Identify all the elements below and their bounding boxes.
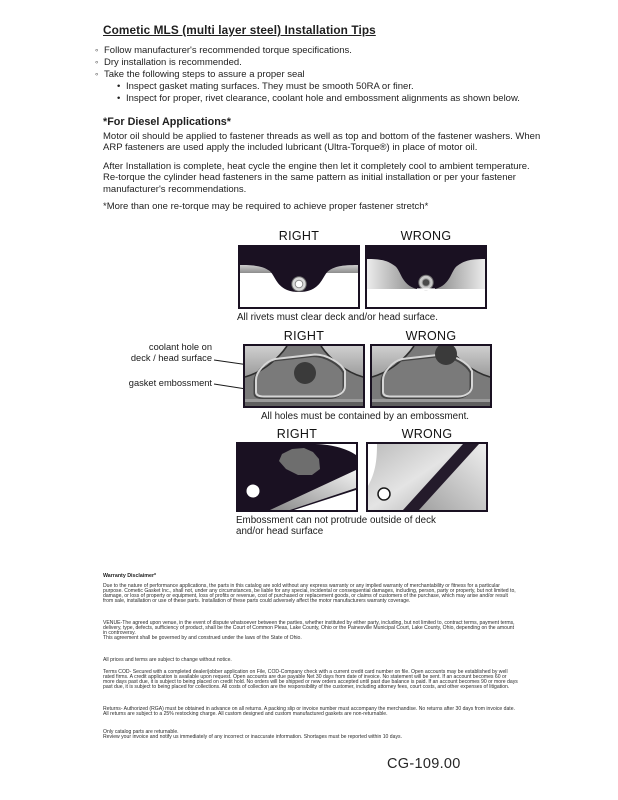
diagram-rivet-right [238, 245, 360, 309]
tip-text: Inspect for proper, rivet clearance, coolant hole and embossment alignments as shown below. [126, 93, 520, 105]
bullet-circle-icon: ◦ [95, 45, 99, 56]
bullet-dot-icon: • [117, 81, 121, 93]
tip-text: Take the following steps to assure a proper seal [104, 69, 305, 81]
diesel-paragraph-note: *More than one re-torque may be required to achieve proper fastener stretch* [103, 201, 429, 212]
diagram-embossment-right [236, 442, 358, 512]
venue-paragraph [103, 621, 519, 642]
page-title: Cometic MLS (multi layer steel) Installation Tips [103, 23, 376, 37]
callout-coolant-hole [112, 342, 212, 363]
terms-paragraph: Terms COD- Secured with a completed dealer/jobber application on File, COD-Company check with a current credit card number on file. Open accounts may be established by well rated firms. A credit application is available upon request. Open accounts are due payable Net 30 days from date of invoice. No statement will be sent. If an account becomes 60 or more days past due, it is subject to being placed on credit hold. No orders will be shipped or new orders accepted until past due balance is paid. If an account becomes 90 or more days past due, it is subject to being placed for collections. All costs of collection are the responsibility of the customer, including attorney fees, court costs, and other expenses of litigation. [103, 669, 518, 691]
returnable-text: Only catalog parts are returnable. [103, 729, 179, 735]
bullet-circle-icon: ◦ [95, 57, 99, 69]
warranty-disclaimer-heading: Warranty Disclaimer* [103, 573, 157, 579]
embossment-caption [236, 515, 436, 537]
caption-line: and/or head surface [236, 526, 324, 537]
caption-line: Embossment can not protrude outside of deck [236, 515, 436, 526]
holes-wrong-label: WRONG [405, 329, 457, 343]
bullet-circle-icon: ◦ [95, 69, 99, 81]
rivets-wrong-label: WRONG [400, 229, 452, 243]
callout-gasket-embossment: gasket embossment [128, 378, 212, 388]
returns-paragraph: Returns- Authorized (RGA) must be obtained in advance on all returns. A packing slip or invoice number must accompany the merchandise. No returns after 30 days from invoice date. All returns are subject to a 25% restocking charge. All custom designed and custom manufactured gaskets are non-returnable. [103, 706, 515, 718]
embossment-wrong-label: WRONG [401, 427, 453, 441]
list-item [95, 57, 585, 69]
diagram-rivet-wrong [365, 245, 487, 309]
prices-paragraph: All prices and terms are subject to change without notice. [103, 657, 232, 663]
rivets-caption: All rivets must clear deck and/or head surface. [237, 312, 438, 323]
venue-text: VENUE-The agreed upon venue, in the event of dispute whatsoever between the parties, whether instituted by either party, including, but not limited to, contract terms, payment terms, delivery, type, defects, sufficiency of product, shall be the Court of Common Pleas, Lake County, Ohio or the Painesville Municipal Court, Lake County, Ohio, depending on the amount in controversy. [103, 620, 515, 637]
tip-text: Inspect gasket mating surfaces. They must be smooth 50RA or finer. [126, 81, 414, 93]
diesel-paragraph-retorque: After Installation is complete, heat cycle the engine then let it completely cool to ambient temperature. Re-torque the cylinder head fasteners in the same pattern as initial installation or per your fastener manufacturer's recommendations. [103, 161, 530, 195]
returnable-paragraph [103, 730, 519, 740]
governing-law-text: This agreement shall be governed by and construed under the laws of the State of Ohio. [103, 635, 302, 642]
embossment-right-label: RIGHT [276, 427, 318, 441]
diagram-hole-right [243, 344, 365, 408]
list-item [95, 69, 585, 81]
diesel-paragraph-oil: Motor oil should be applied to fastener threads as well as top and bottom of the fastener washers. When ARP fasteners are used apply the included lubricant (Ultra-Torque®) in place of motor oil. [103, 131, 541, 154]
page-code: CG-109.00 [387, 756, 461, 772]
bullet-dot-icon: • [117, 93, 121, 105]
diesel-applications-heading: *For Diesel Applications* [103, 116, 231, 128]
installation-tips-list [95, 45, 585, 105]
list-item [117, 93, 585, 105]
tip-text: Dry installation is recommended. [104, 57, 242, 69]
warranty-paragraph: Due to the nature of performance applications, the parts in this catalog are sold without any express warranty or any implied warranty of merchantability or fitness for a particular purpose. Cometic Gasket Inc., shall not, under any circumstances, be liable for any special, incidental or consequential damages, including, person, party or property, but not limited to, damage, or loss of property or equipment, loss of profits or revenue, cost of purchased or replacement goods, or claims of customers of the purchase, which may arise and/or result from sale, installation or use of these parts. Installation of these parts could adversely affect the motor manufacturers warranty coverage. [103, 583, 516, 605]
list-item [117, 81, 585, 93]
holes-right-label: RIGHT [283, 329, 325, 343]
review-invoice-text: Review your invoice and notify us immediately of any incorrect or inaccurate information. Shortages must be reported within 10 days. [103, 734, 402, 741]
tip-text: Follow manufacturer's recommended torque specifications. [104, 45, 352, 56]
callout-line: coolant hole on [148, 342, 212, 352]
rivets-right-label: RIGHT [278, 229, 320, 243]
list-item [95, 45, 585, 57]
callout-line: deck / head surface [130, 352, 212, 363]
holes-caption: All holes must be contained by an embossment. [260, 411, 470, 422]
diagram-embossment-wrong [366, 442, 488, 512]
diagram-hole-wrong [370, 344, 492, 408]
